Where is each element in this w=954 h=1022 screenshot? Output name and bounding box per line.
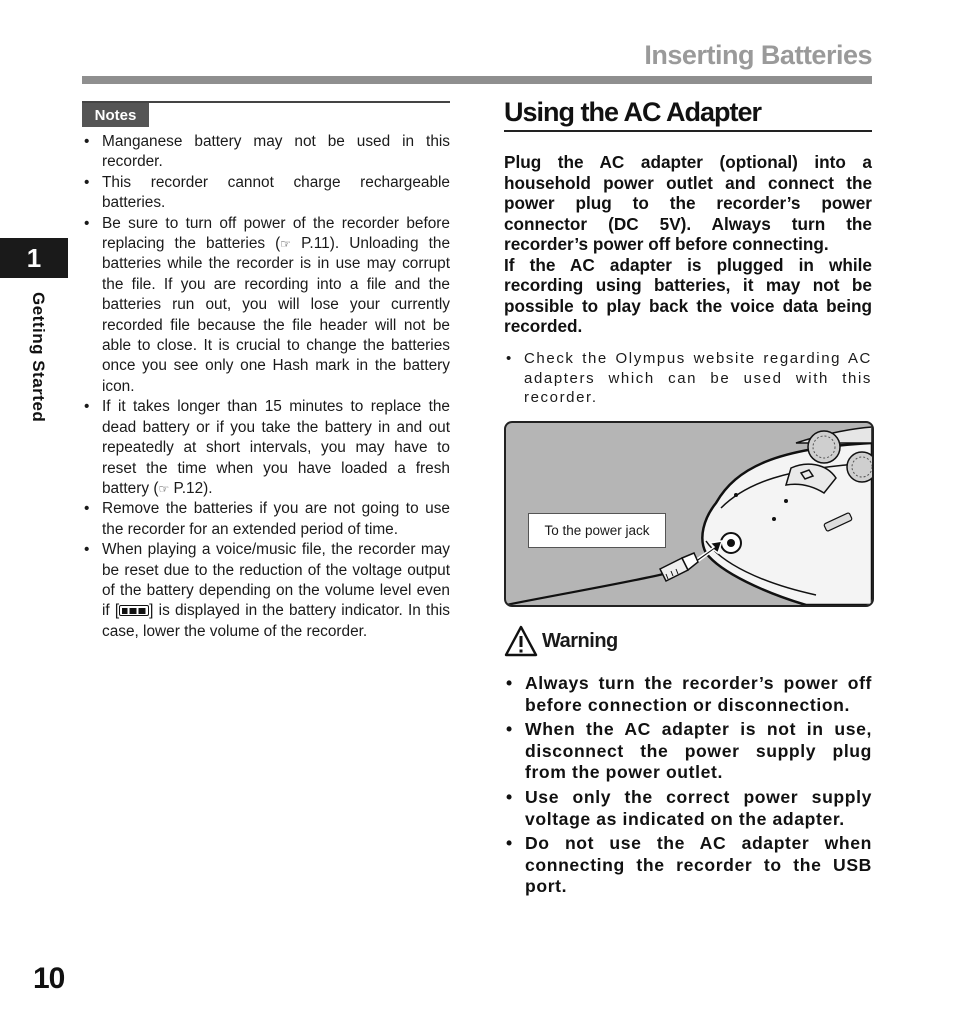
warning-triangle-icon: [504, 625, 538, 657]
list-item: • Always turn the recorder’s power off before connection or disconnection.: [504, 673, 872, 716]
list-item: [82, 397, 450, 499]
note-text: ] is displayed in the battery indicator. In this case, lower the volume of the recorder.: [102, 602, 450, 640]
note-text: When playing a voice/music file, the recorder may be reset due to the reduction of the voltage output of the battery depending on the volume level even if [: [102, 541, 450, 620]
lead-text: Plug the AC adapter (optional) into a household power outlet and connect the power plug to the recorder’s power connector (DC 5V). Always turn the recorder’s power off before connecting.: [504, 152, 872, 254]
tip-list: [504, 349, 872, 408]
power-jack-callout: To the power jack: [528, 513, 666, 548]
ac-adapter-illustration: [504, 421, 874, 607]
page-ref-icon: ☞: [158, 481, 170, 496]
chapter-side-label: Getting Started: [29, 292, 48, 423]
list-item: • Do not use the AC adapter when connecting the recorder to the USB port.: [504, 833, 872, 898]
notes-badge: Notes: [82, 103, 149, 127]
page-number: 10: [33, 962, 65, 995]
page-ref-icon: ☞: [280, 237, 292, 252]
lead-paragraph: [504, 152, 872, 337]
list-item: • Use only the correct power supply voltage as indicated on the adapter.: [504, 787, 872, 830]
list-item: [82, 540, 450, 642]
list-item: • When the AC adapter is not in use, disconnect the power supply plug from the power outlet.: [504, 719, 872, 784]
warning-header: [504, 624, 618, 658]
lead-text: If the AC adapter is plugged in while recording using batteries, it may not be possible to play back the voice data being recorded.: [504, 254, 872, 336]
warning-label: Warning: [542, 629, 618, 652]
warning-list: [504, 673, 872, 901]
page-header-title: Inserting Batteries: [644, 40, 872, 70]
chapter-tab: 1: [0, 238, 68, 278]
section-title: Using the AC Adapter: [504, 97, 872, 132]
note-text: If it takes longer than 15 minutes to replace the dead battery or if you take the battery in and out repeatedly at short intervals, you may have to reset the time when you have loaded a fresh battery (: [102, 398, 450, 497]
list-item: • Check the Olympus website regarding AC adapters which can be used with this recorder.: [504, 349, 872, 408]
header-rule: [82, 76, 872, 84]
list-item: • Manganese battery may not be used in this recorder.: [82, 132, 450, 173]
page-ref: P.12: [169, 479, 204, 497]
page-ref: P.11: [291, 235, 330, 253]
note-text: Be sure to turn off power of the recorder before replacing the batteries (: [102, 214, 450, 253]
list-item: [82, 214, 450, 398]
battery-full-icon: [119, 605, 149, 616]
notes-list: [82, 132, 450, 642]
note-text: ).: [203, 479, 213, 497]
note-text: ). Unloading the batteries while the recorder is in use may corrupt the file. If you are recording into a file and the batteries run out, you will lose your currently recorded file because the file header will not be able to close. It is crucial to change the batteries once you see only one Hash mark in the battery icon.: [102, 235, 450, 395]
list-item: • This recorder cannot charge rechargeable batteries.: [82, 173, 450, 214]
list-item: • Remove the batteries if you are not going to use the recorder for an extended period of time.: [82, 499, 450, 540]
notes-header: [82, 101, 450, 127]
